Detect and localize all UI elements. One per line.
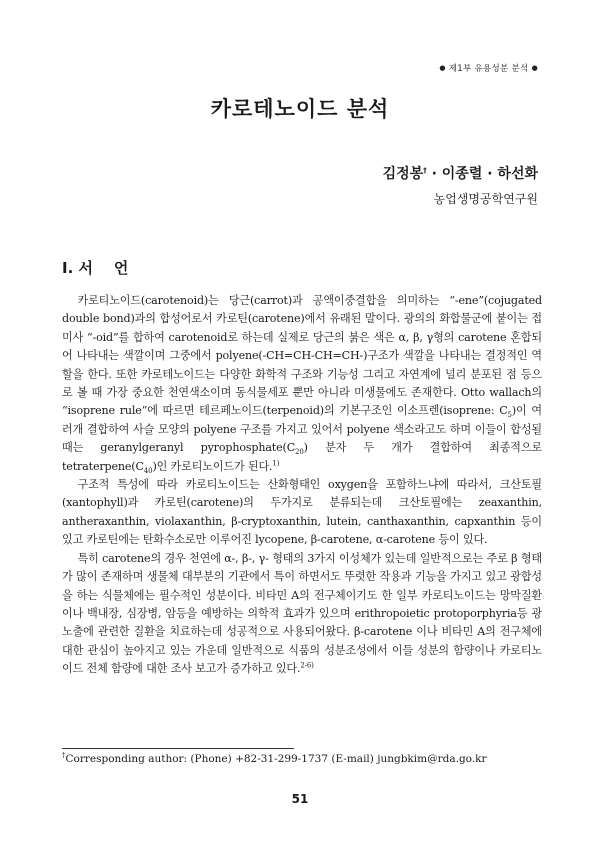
running-header [439,62,538,74]
paragraph-3 [62,550,542,679]
p1-part-a: 카로티노이드(carotenoid)는 당근(carrot)과 공액이중결합을 의미하는 “-ene”(cojugated double bond)과의 합성어로서 카로틴(carotene)에서 유래된 말이다. 광의의 화합물군에 붙이는 접미사 “-oid”를 합하여 carotenoid로 하는데 실제로 당근의 붉은 색은 α, β, γ형의 carotene 혼합되어 나타내는 색깔이며 그중에서 polyene(-CH=CH-CH=CH-)구조가 색깔을 나타내는 결정적인 역할을 한다. 또한 카로테노이드는 다양한 화학적 구조와 기능성 그리고 자연계에 널리 분포된 점 등으로 볼 때 가장 중요한 천연색소이며 동식물세포 뿐만 아니라 미생물에도 존재한다. Otto wallach의 “isoprene rule”에 따르면 테르페노이드(terpenoid)의 기본구조인 이소프렌(isoprene: C [62,294,542,418]
bullet-right: ● [531,64,538,72]
p1-sub-2: 20 [295,448,304,457]
page-number: 51 [291,792,309,806]
corresponding-mark: † [423,166,427,175]
paragraph-2: 구조적 특성에 따라 카로티노이드는 산화형태인 oxygen을 포함하느냐에 따라서, 크산토필(xantophyll)과 카로틴(carotene)의 두가지로 분류되는데 크산토필에는 zeaxanthin, antheraxanthin, violaxanthin, β-cryptoxanthin, lutein, canthaxanthin, capxanthin 등이 있고 카로틴에는 탄화수소로만 이루어진 lycopene, β-carotene, α-carotene 등이 있다. [62,478,542,547]
p1-sub-3: 40 [143,466,153,475]
affiliation: 농업생명공학연구원 [433,192,538,206]
p1-part-d: )인 카로티노이드가 된다. [152,459,273,473]
p1-sub-1: 5 [507,411,512,420]
p1-reference: 1) [272,458,280,467]
part-label: 제1부 유용성분 분석 [448,64,529,74]
p1-part-b: )이 여러개 결합하여 사슬 모양의 polyene 구조를 가지고 있어서 polyene 색소라고도 하며 이들이 합성될 때는 geranylgeranyl pyrophosphate(C [62,404,542,455]
footnote-mark: † [62,751,66,760]
footnote-text: Corresponding author: (Phone) +82-31-299-1737 (E-mail) jungbkim@rda.go.kr [65,753,487,765]
footnote-divider [62,748,294,749]
p1-part-c: ) 분자 두 개가 결합하여 최종적으로 tetraterpene(C [62,441,543,473]
author-first: 김정봉 [382,166,424,182]
section-heading [62,257,128,278]
author-list [383,163,538,183]
author-rest: · 이종렬 · 하선화 [426,166,538,182]
footnote [62,753,487,765]
paragraph-1 [62,292,542,476]
p3-reference: 2-6) [300,661,314,670]
section-number: I. [62,259,74,277]
body-text [62,292,542,679]
bullet-left: ● [439,64,446,72]
section-title: 서 언 [78,259,129,277]
article-title: 카로테노이드 분석 [210,97,390,121]
p3-text: 특히 carotene의 경우 천연에 α-, β-, γ- 형태의 3가지 이성체가 있는데 일반적으로는 주로 β 형태가 많이 존재하며 생물체 대부분의 기관에서 특이 하면서도 뚜렷한 작용과 기능을 가지고 있고 광합성을 하는 식물체에는 필수적인 성분이다. 비타민 A의 전구체이기도 한 일부 카로티노이드는 망막질환이나 백내장, 심장병, 암등을 예방하는 의학적 효과가 있으며 erithropoietic protoporphyria등 광노출에 관련한 질환을 치료하는데 성공적으로 사용되어왔다. β-carotene 이나 비타민 A의 전구체에 대한 관심이 높아지고 있는 가운데 일반적으로 식품의 성분조성에서 이들 성분의 함량이나 카로티노이드 전체 함량에 대한 조사 보고가 증가하고 있다. [62,551,542,676]
